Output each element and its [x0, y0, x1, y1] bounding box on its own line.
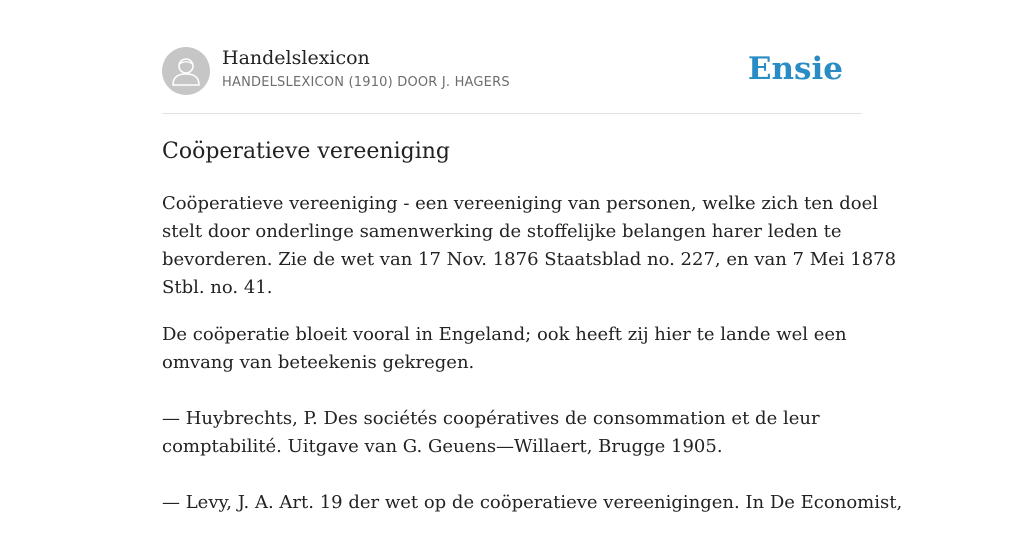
- article-body: [162, 190, 903, 536]
- source-header: [162, 47, 862, 95]
- source-subtitle[interactable]: HANDELSLEXICON (1910) DOOR J. HAGERS: [222, 75, 510, 90]
- article-title: Coöperatieve vereeniging: [162, 139, 450, 164]
- text-line: stelt door onderlinge samenwerking de stoffelijke belangen harer leden te: [162, 221, 842, 242]
- text-line: De coöperatie bloeit vooral in Engeland; ook heeft zij hier te lande wel een: [162, 324, 847, 345]
- user-icon[interactable]: [162, 47, 210, 95]
- text-line: Coöperatieve vereeniging - een vereeniging van personen, welke zich ten doel: [162, 193, 879, 214]
- text-line: omvang van beteekenis gekregen.: [162, 352, 475, 373]
- blank-line: [162, 377, 862, 405]
- source-title[interactable]: Handelslexicon: [222, 47, 370, 69]
- paragraph-1: [162, 190, 897, 302]
- text-line: bevorderen. Zie de wet van 17 Nov. 1876 Staatsblad no. 227, en van 7 Mei 1878: [162, 249, 897, 270]
- text-line: Stbl. no. 41.: [162, 277, 273, 298]
- paragraph-2: [162, 321, 903, 517]
- reference-line: — Huybrechts, P. Des sociétés coopératives de consommation et de leur: [162, 408, 820, 429]
- reference-line: comptabilité. Uitgave van G. Geuens—Willaert, Brugge 1905.: [162, 436, 723, 457]
- reference-line: — Levy, J. A. Art. 19 der wet op de coöperatieve vereenigingen. In De Economist,: [162, 492, 903, 513]
- ensie-logo[interactable]: Ensie: [747, 51, 843, 87]
- blank-line: [162, 461, 862, 489]
- header-divider: [162, 113, 862, 114]
